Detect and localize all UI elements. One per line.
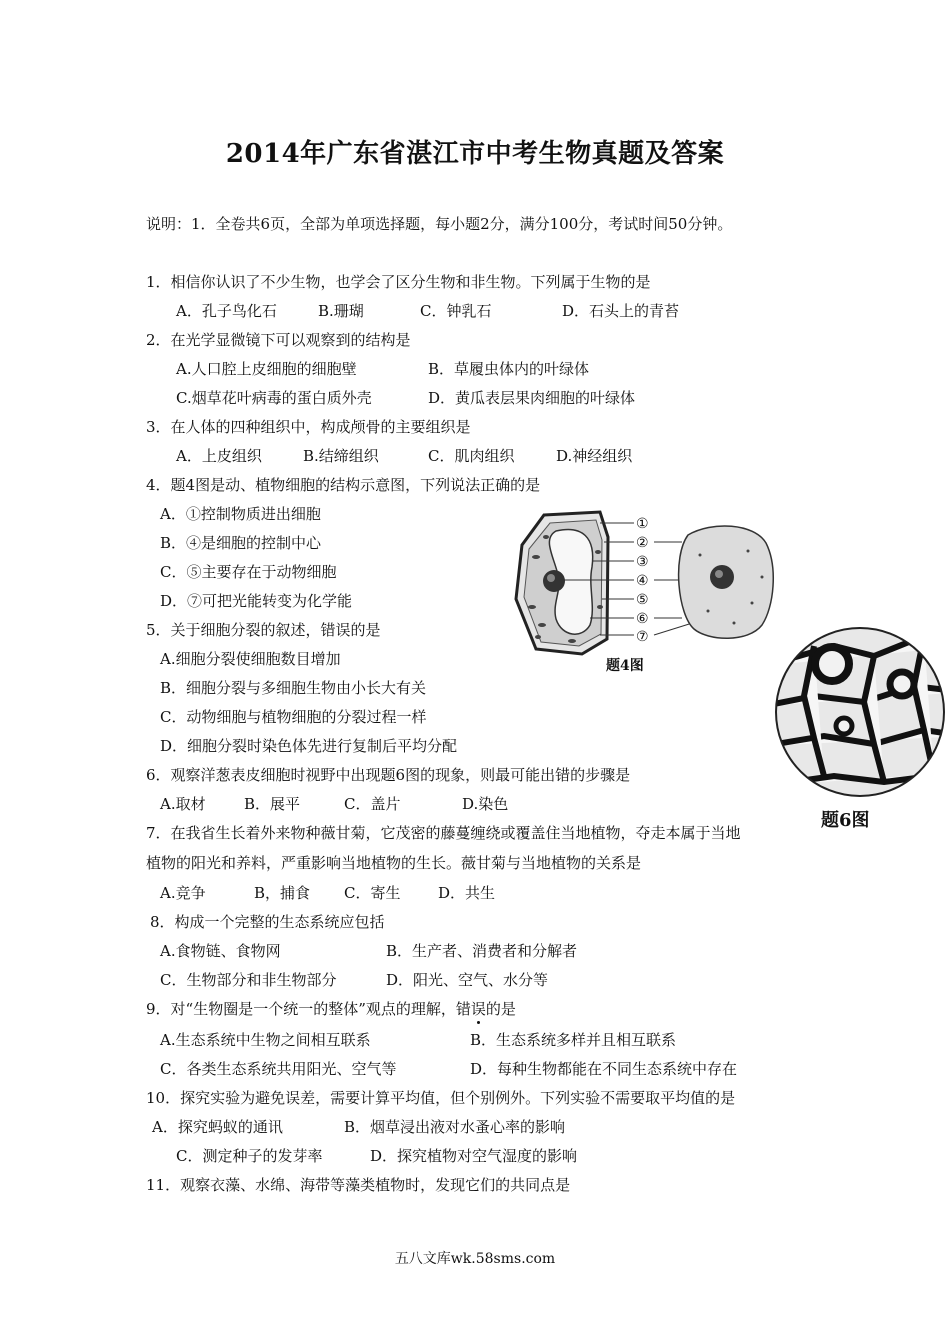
question-1-option-c: C．钟乳石 bbox=[420, 302, 492, 320]
plant-cell-illustration bbox=[516, 512, 608, 654]
question-2-option-b: B．草履虫体内的叶绿体 bbox=[428, 360, 590, 378]
question-5-option-d: D．细胞分裂时染色体先进行复制后平均分配 bbox=[160, 737, 458, 755]
question-7-option-a: A.竞争 bbox=[160, 884, 206, 902]
question-3-option-d: D.神经组织 bbox=[556, 447, 633, 465]
question-9-emphasis-char: 误 bbox=[470, 1000, 486, 1018]
figure-6-microscope-view bbox=[774, 626, 946, 798]
question-3-option-b: B.结缔组织 bbox=[303, 447, 379, 465]
fig4-label-1: ① bbox=[636, 516, 649, 532]
question-5-option-a: A.细胞分裂使细胞数目增加 bbox=[160, 650, 341, 668]
question-7-option-b: B，捕食 bbox=[254, 884, 311, 902]
exam-instructions: 说明：1．全卷共6页，全部为单项选择题，每小题2分，满分100分，考试时间50分钟。 bbox=[146, 215, 733, 233]
question-9-stem-part1: 9．对“生物圈是一个统一的整体”观点的理解，错 bbox=[146, 1000, 471, 1018]
question-10-option-a: A．探究蚂蚁的通讯 bbox=[152, 1118, 283, 1136]
question-10-stem: 10．探究实验为避免误差，需要计算平均值，但个别例外。下列实验不需要取平均值的是 bbox=[146, 1089, 736, 1107]
question-1-stem: 1．相信你认识了不少生物，也学会了区分生物和非生物。下列属于生物的是 bbox=[146, 273, 651, 291]
question-4-stem: 4．题4图是动、植物细胞的结构示意图，下列说法正确的是 bbox=[146, 476, 541, 494]
question-8-option-a: A.食物链、食物网 bbox=[160, 942, 281, 960]
fig4-label-7: ⑦ bbox=[636, 629, 649, 645]
question-1-option-b: B.珊瑚 bbox=[318, 302, 364, 320]
question-3-option-c: C．肌肉组织 bbox=[428, 447, 515, 465]
fig4-label-6: ⑥ bbox=[636, 611, 649, 627]
question-4-option-c: C．⑤主要存在于动物细胞 bbox=[160, 563, 337, 581]
question-6-stem: 6．观察洋葱表皮细胞时视野中出现题6图的现象，则最可能出错的步骤是 bbox=[146, 766, 631, 784]
figure-4-cell-diagram bbox=[512, 507, 780, 677]
question-9-option-a: A.生态系统中生物之间相互联系 bbox=[160, 1031, 371, 1049]
question-1-option-d: D．石头上的青苔 bbox=[562, 302, 680, 320]
animal-cell-illustration bbox=[679, 526, 774, 638]
question-7-stem: 7．在我省生长着外来物种薇甘菊，它茂密的藤蔓缠绕或覆盖住当地植物，夺走本属于当地 bbox=[146, 824, 741, 842]
question-8-option-c: C．生物部分和非生物部分 bbox=[160, 971, 337, 989]
fig4-label-2: ② bbox=[636, 535, 649, 551]
fig4-label-3: ③ bbox=[636, 554, 649, 570]
question-8-stem: 8．构成一个完整的生态系统应包括 bbox=[150, 913, 385, 931]
fig4-label-4: ④ bbox=[636, 573, 649, 589]
question-7-stem-continued: 植物的阳光和养料，严重影响当地植物的生长。薇甘菊与当地植物的关系是 bbox=[146, 854, 642, 872]
question-10-option-b: B．烟草浸出液对水蚤心率的影响 bbox=[344, 1118, 566, 1136]
question-9-option-d: D．每种生物都能在不同生态系统中存在 bbox=[470, 1060, 738, 1078]
question-4-option-a: A．①控制物质进出细胞 bbox=[160, 505, 321, 523]
question-4-option-b: B．④是细胞的控制中心 bbox=[160, 534, 322, 552]
question-9-option-c: C．各类生态系统共用阳光、空气等 bbox=[160, 1060, 397, 1078]
question-7-option-c: C．寄生 bbox=[344, 884, 401, 902]
question-11-stem: 11．观察衣藻、水绵、海带等藻类植物时，发现它们的共同点是 bbox=[146, 1176, 571, 1194]
question-1-option-a: A．孔子鸟化石 bbox=[176, 302, 277, 320]
question-7-option-d: D．共生 bbox=[438, 884, 496, 902]
question-5-stem: 5．关于细胞分裂的叙述，错误的是 bbox=[146, 621, 381, 639]
figure-6-caption: 题6图 bbox=[821, 810, 870, 831]
question-2-option-d: D．黄瓜表层果肉细胞的叶绿体 bbox=[428, 389, 636, 407]
question-2-stem: 2．在光学显微镜下可以观察到的结构是 bbox=[146, 331, 411, 349]
question-10-option-d: D．探究植物对空气湿度的影响 bbox=[370, 1147, 578, 1165]
question-3-option-a: A．上皮组织 bbox=[176, 447, 262, 465]
question-9-stem-part3: 的是 bbox=[485, 1000, 516, 1018]
question-9-option-b: B．生态系统多样并且相互联系 bbox=[470, 1031, 677, 1049]
question-5-option-b: B．细胞分裂与多细胞生物由小长大有关 bbox=[160, 679, 427, 697]
page-title: 2014年广东省湛江市中考生物真题及答案 bbox=[225, 139, 725, 169]
question-3-stem: 3．在人体的四种组织中，构成颅骨的主要组织是 bbox=[146, 418, 471, 436]
fig4-label-5: ⑤ bbox=[636, 592, 649, 608]
question-8-option-b: B．生产者、消费者和分解者 bbox=[386, 942, 578, 960]
question-8-option-d: D．阳光、空气、水分等 bbox=[386, 971, 549, 989]
question-6-option-a: A.取材 bbox=[160, 795, 206, 813]
question-4-option-d: D．⑦可把光能转变为化学能 bbox=[160, 592, 353, 610]
question-6-option-c: C．盖片 bbox=[344, 795, 401, 813]
question-6-option-d: D.染色 bbox=[462, 795, 509, 813]
question-2-option-a: A.人口腔上皮细胞的细胞壁 bbox=[176, 360, 357, 378]
question-5-option-c: C．动物细胞与植物细胞的分裂过程一样 bbox=[160, 708, 427, 726]
question-6-option-b: B．展平 bbox=[244, 795, 301, 813]
question-9-stem bbox=[146, 999, 516, 1019]
figure-4-caption: 题4图 bbox=[606, 658, 644, 674]
question-2-option-c: C.烟草花叶病毒的蛋白质外壳 bbox=[176, 389, 372, 407]
page-footer: 五八文库wk.58sms.com bbox=[394, 1251, 556, 1267]
question-10-option-c: C．测定种子的发芽率 bbox=[176, 1147, 323, 1165]
